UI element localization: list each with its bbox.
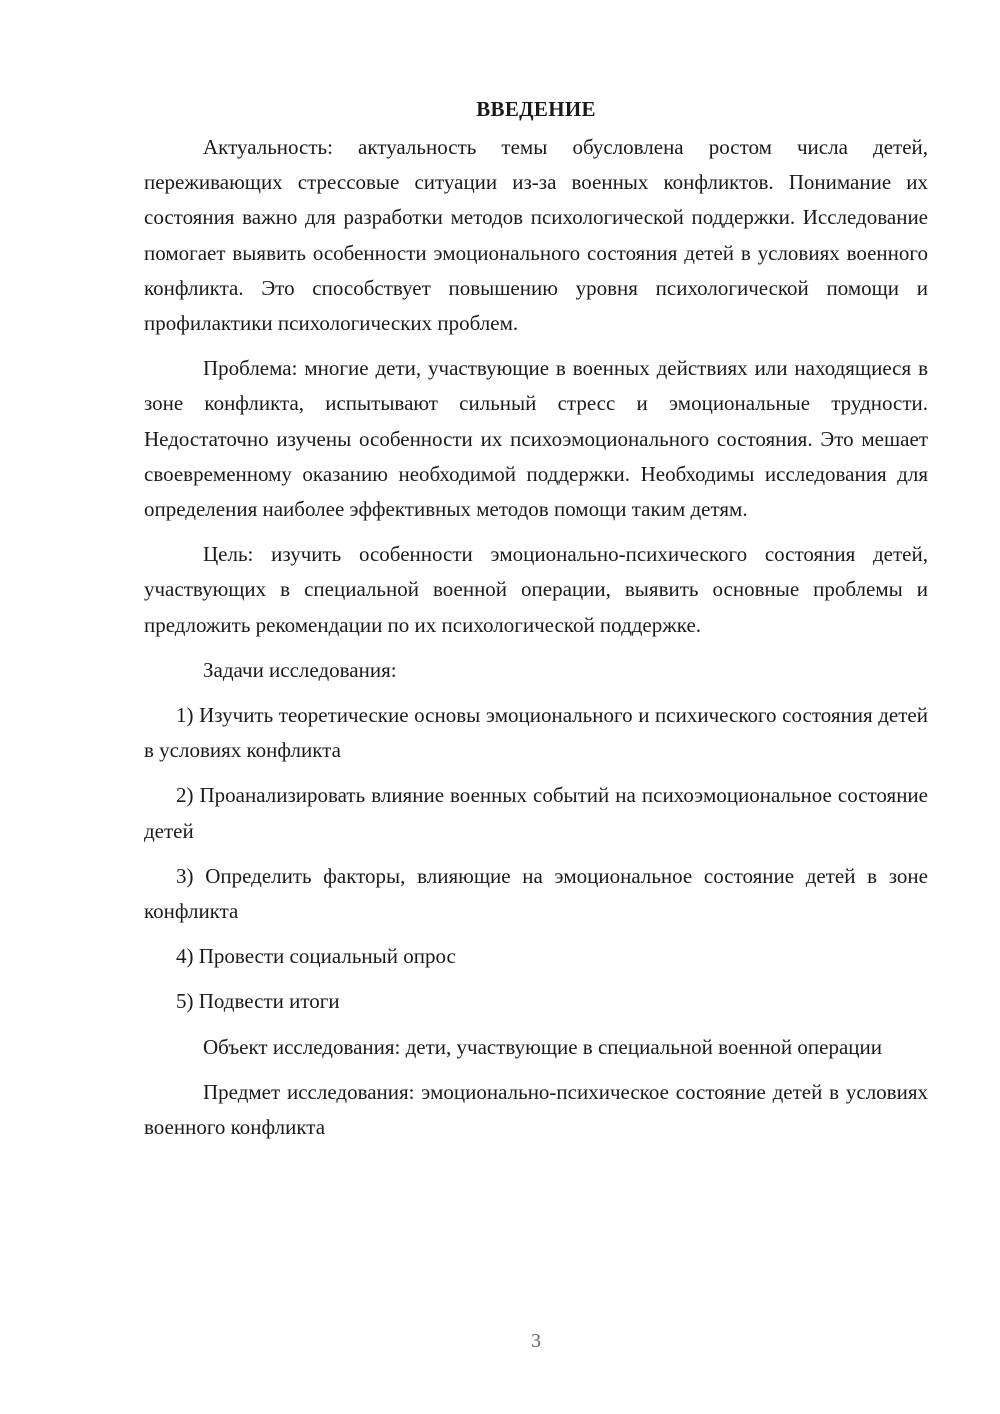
relevance-paragraph: Актуальность: актуальность темы обусловлена ростом числа детей, переживающих стрессовые ситуации из-за военных конфликтов. Понимание их состояния важно для разработки методов психологической поддержки. Исследование помогает выявить особенности эмоционального состояния детей в условиях военного конфликта. Это способствует повышению уровня психологической помощи и профилактики психологических проблем. [144,135,928,336]
document-page [144,92,928,1155]
task-item-4: 4) Провести социальный опрос [176,944,456,969]
page-title: ВВЕДЕНИЕ [476,97,596,121]
research-subject-paragraph: Предмет исследования: эмоционально-психическое состояние детей в условиях военного конфликта [144,1079,928,1140]
research-object-paragraph: Объект исследования: дети, участвующие в специальной военной операции [203,1034,883,1059]
task-item-3: 3) Определить факторы, влияющие на эмоциональное состояние детей в зоне конфликта [144,863,928,924]
problem-paragraph: Проблема: многие дети, участвующие в военных действиях или находящиеся в зоне конфликта, испытывают сильный стресс и эмоциональные трудности. Недостаточно изучены особенности их психоэмоционального состояния. Это мешает своевременному оказанию необходимой поддержки. Необходимы исследования для определения наиболее эффективных методов помощи таким детям. [144,356,928,522]
goal-paragraph: Цель: изучить особенности эмоционально-психического состояния детей, участвующих в специальной военной операции, выявить основные проблемы и предложить рекомендации по их психологической поддержке. [144,542,928,637]
task-item-1: 1) Изучить теоретические основы эмоционального и психического состояния детей в условиях конфликта [144,703,928,763]
task-item-5: 5) Подвести итоги [176,989,340,1014]
task-item-2: 2) Проанализировать влияние военных событий на психоэмоциональное состояние детей [144,783,928,843]
tasks-heading: Задачи исследования: [203,657,397,682]
page-number: 3 [531,1330,541,1352]
